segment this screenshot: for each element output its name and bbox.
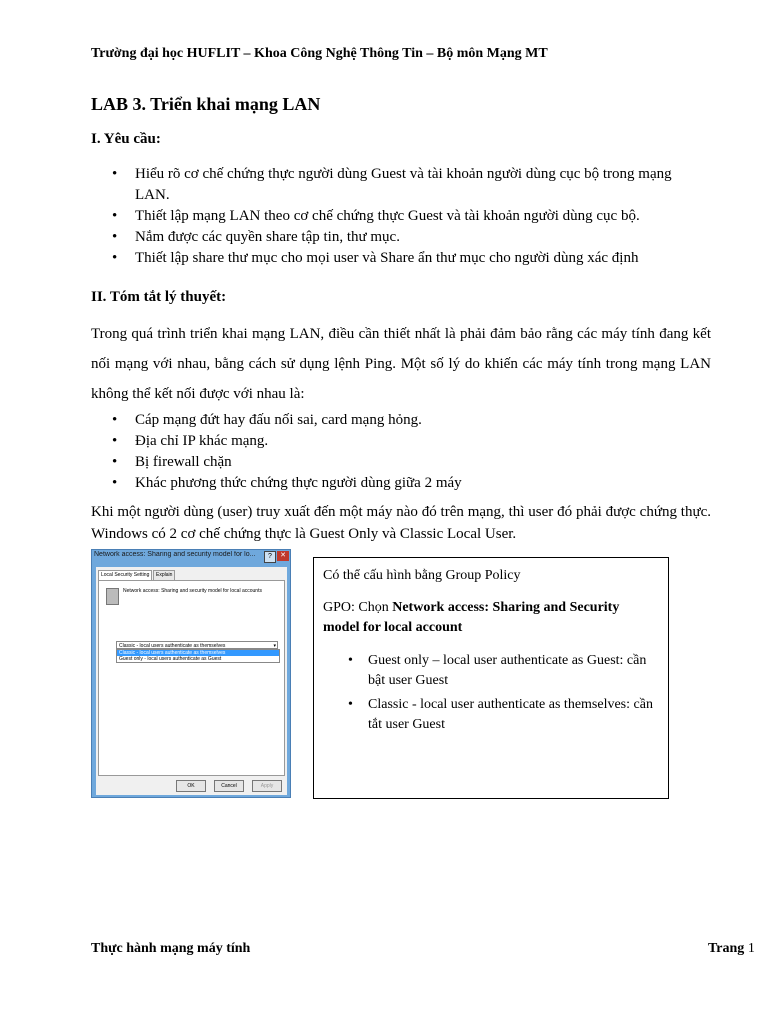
requirements-list: [112, 164, 682, 269]
group-policy-info-box: [313, 557, 669, 799]
dropdown-option-guest-only[interactable]: Guest only - local users authenticate as Guest: [119, 656, 222, 662]
policy-icon: [106, 588, 119, 605]
cancel-button[interactable]: Cancel: [214, 780, 244, 792]
gpo-prefix: GPO: Chọn: [323, 600, 393, 615]
footer-page-label: Trang: [708, 941, 745, 956]
info-line-group-policy: Có thể cấu hình bằng Group Policy: [323, 568, 521, 583]
dropdown-list: [116, 649, 280, 663]
apply-button[interactable]: Apply: [252, 780, 282, 792]
page-number: 1: [747, 941, 755, 956]
policy-name: Network access: Sharing and security model for local accounts: [123, 588, 262, 594]
gpo-policy-name: Network access: Sharing and Security model for local account: [323, 600, 620, 635]
help-icon[interactable]: ?: [264, 551, 276, 563]
tab-local-security-setting[interactable]: Local Security Setting: [98, 570, 152, 581]
info-bullet-classic: • Classic - local user authenticate as themselves: cần tắt user Guest: [348, 695, 659, 735]
requirement-item: • Thiết lập share thư mục cho mọi user và Share ẩn thư mục cho người dùng xác định: [112, 248, 682, 269]
select-value: Classic - local users authenticate as themselves: [119, 643, 226, 649]
tab-explain[interactable]: Explain: [153, 570, 175, 581]
page-header: Trường đại học HUFLIT – Khoa Công Nghệ Thông Tin – Bộ môn Mạng MT: [91, 46, 548, 61]
reason-item: • Bị firewall chặn: [112, 452, 682, 473]
chevron-down-icon[interactable]: ▾: [273, 643, 276, 649]
ok-button[interactable]: OK: [176, 780, 206, 792]
footer-course-name: Thực hành mạng máy tính: [91, 941, 251, 956]
reason-item: • Cáp mạng đứt hay đấu nối sai, card mạng hỏng.: [112, 410, 682, 431]
reason-item: • Khác phương thức chứng thực người dùng giữa 2 máy: [112, 473, 682, 494]
policy-dialog-screenshot: [91, 549, 291, 798]
info-bullets: [323, 651, 659, 735]
theory-paragraph-2: Khi một người dùng (user) truy xuất đến một máy nào đó trên mạng, thì user đó phải được chứng thực. Windows có 2 cơ chế chứng thực là Guest Only và Classic Local User.: [91, 504, 711, 542]
section-requirements-title: I. Yêu cầu:: [91, 131, 161, 147]
footer-page: [708, 941, 755, 957]
close-icon[interactable]: ✕: [277, 551, 289, 561]
requirement-item: • Thiết lập mạng LAN theo cơ chế chứng thực Guest và tài khoản người dùng cục bộ.: [112, 206, 682, 227]
theory-paragraph-1: Trong quá trình triển khai mạng LAN, điều cần thiết nhất là phải đảm bảo rằng các máy tính đang kết nối mạng với nhau, bằng cách sử dụng lệnh Ping. Một số lý do khiến các máy tính trong mạng LAN không thể kết nối được với nhau là:: [91, 326, 711, 402]
dialog-body: [96, 567, 287, 795]
info-bullet-guest-only: • Guest only – local user authenticate as Guest: cần bật user Guest: [348, 651, 659, 691]
requirement-item: • Nắm được các quyền share tập tin, thư mục.: [112, 227, 682, 248]
dropdown-option-classic[interactable]: Classic - local users authenticate as themselves: [117, 650, 279, 656]
reason-item: • Địa chỉ IP khác mạng.: [112, 431, 682, 452]
settings-panel: [98, 580, 285, 776]
sharing-model-select[interactable]: [116, 641, 278, 649]
reasons-list: [112, 410, 682, 494]
dialog-title: Network access: Sharing and security model for lo...: [94, 551, 256, 558]
lab-title: LAB 3. Triển khai mạng LAN: [91, 94, 321, 114]
section-theory-title: II. Tóm tắt lý thuyết:: [91, 289, 227, 305]
requirement-item: • Hiểu rõ cơ chế chứng thực người dùng Guest và tài khoản người dùng cục bộ trong mạng LAN.: [112, 164, 682, 206]
info-line-gpo: [323, 598, 659, 638]
